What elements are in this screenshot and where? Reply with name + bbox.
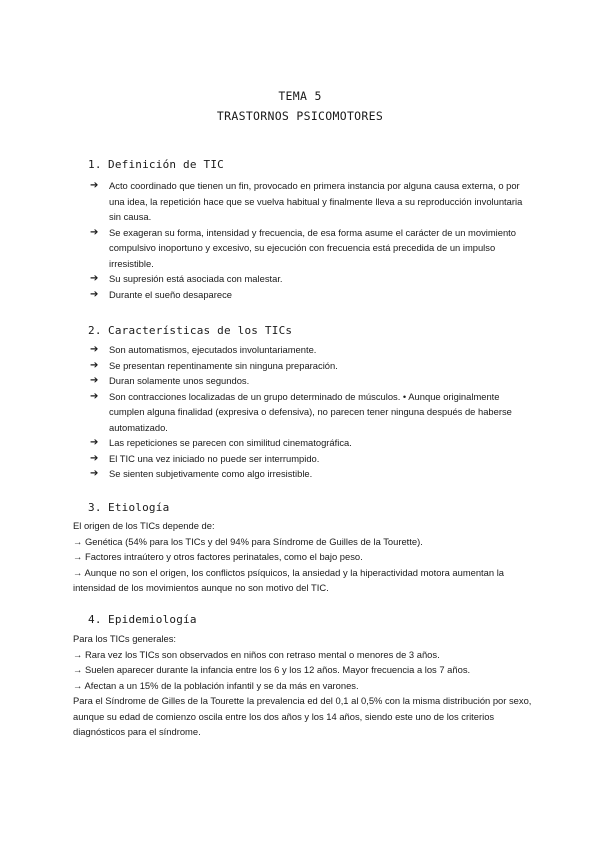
list-item: ➔ Se presentan repentinamente sin ninguna preparación. [90, 358, 530, 374]
arrow-bullet-icon: ➔ [90, 452, 99, 464]
paragraph-line: → Rara vez los TICs son observados en niños con retraso mental o menores de 3 años. [73, 648, 440, 660]
arrow-bullet-icon: ➔ [90, 468, 99, 479]
arrow-bullet-icon: ➔ [90, 288, 99, 300]
list-item: ➔ Durante el sueño desaparece [90, 287, 530, 303]
arrow-bullet-icon: ➔ [90, 375, 99, 386]
paragraph-line: Para el Síndrome de Gilles de la Tourette la prevalencia ed del 0,1 al 0,5% con la misma distribución por sexo, aunque su edad de comienzo oscila entre los dos años y los 14 años, siendo este uno de los criterios diagnósticos para el síndrome. [73, 695, 532, 737]
section-title: Características de los TICs [108, 324, 293, 337]
section-title: Definición de TIC [108, 158, 224, 171]
paragraph-line: → Aunque no son el origen, los conflictos psíquicos, la ansiedad y la hiperactividad motora aumentan la intensidad de los movimientos aunque no son motivo del TIC. [73, 566, 504, 593]
paragraph-line: El origen de los TICs depende de: [73, 520, 215, 531]
list-item: ➔ Son automatismos, ejecutados involuntariamente. [90, 342, 530, 358]
section-4-heading [88, 613, 197, 626]
arrow-bullet-icon: ➔ [90, 180, 99, 191]
paragraph-line: Para los TICs generales: [73, 633, 177, 644]
section-number: 1. [88, 158, 102, 171]
section-number: 4. [88, 613, 102, 626]
section-number: 3. [88, 501, 102, 514]
section-4-body [73, 631, 535, 740]
section-1-list [90, 178, 530, 302]
document-title [0, 86, 600, 126]
list-item: ➔ Acto coordinado que tienen un fin, provocado en primera instancia por alguna causa externa, o por una idea, la repetición hace que se vuelva habitual y finalmente lleva a su reproducción involuntaria sin causa. [90, 180, 523, 222]
arrow-bullet-icon: ➔ [90, 226, 99, 238]
paragraph-line: → Suelen aparecer durante la infancia entre los 6 y los 12 años. Mayor frecuencia a los 7 años. [73, 664, 471, 675]
arrow-bullet-icon: ➔ [90, 359, 99, 371]
list-item: ➔ Su supresión está asociada con malestar. [90, 271, 530, 287]
arrow-bullet-icon: ➔ [90, 344, 99, 355]
list-item: ➔ Se sienten subjetivamente como algo irresistible. [90, 466, 530, 482]
paragraph-line: → Genética (54% para los TICs y del 94% para Síndrome de Guilles de la Tourette). [73, 535, 423, 547]
list-item: ➔ Se exageran su forma, intensidad y frecuencia, de esa forma asume el carácter de un movimiento compulsivo inoportuno y excesivo, su ejecución con frecuencia está precedida de un impulso irresistible. [90, 226, 516, 269]
paragraph-line: → Afectan a un 15% de la población infantil y se da más en varones. [73, 679, 359, 691]
section-3-body [73, 518, 535, 596]
list-item: ➔ Duran solamente unos segundos. [90, 373, 530, 389]
arrow-bullet-icon: ➔ [90, 437, 99, 448]
paragraph-line: → Factores intraútero y otros factores perinatales, como el bajo peso. [73, 551, 363, 562]
section-title: Epidemiología [108, 613, 197, 626]
section-3-heading [88, 501, 169, 514]
list-item: ➔ Son contracciones localizadas de un grupo determinado de músculos. • Aunque originalmente cumplen alguna finalidad (expresiva o defensiva), no parecen tener ninguna después de haberse automatizado. [90, 390, 512, 433]
title-line-2: TRASTORNOS PSICOMOTORES [216, 109, 384, 123]
section-number: 2. [88, 324, 102, 337]
arrow-bullet-icon: ➔ [90, 390, 99, 402]
title-line-1: TEMA 5 [278, 89, 322, 103]
arrow-bullet-icon: ➔ [90, 273, 99, 284]
section-1-heading [88, 158, 224, 171]
section-title: Etiología [108, 501, 170, 514]
list-item: ➔ Las repeticiones se parecen con similitud cinematográfica. [90, 435, 530, 451]
section-2-heading [88, 324, 292, 337]
list-item: ➔ El TIC una vez iniciado no puede ser interrumpido. [90, 451, 530, 467]
section-2-list [90, 342, 530, 482]
